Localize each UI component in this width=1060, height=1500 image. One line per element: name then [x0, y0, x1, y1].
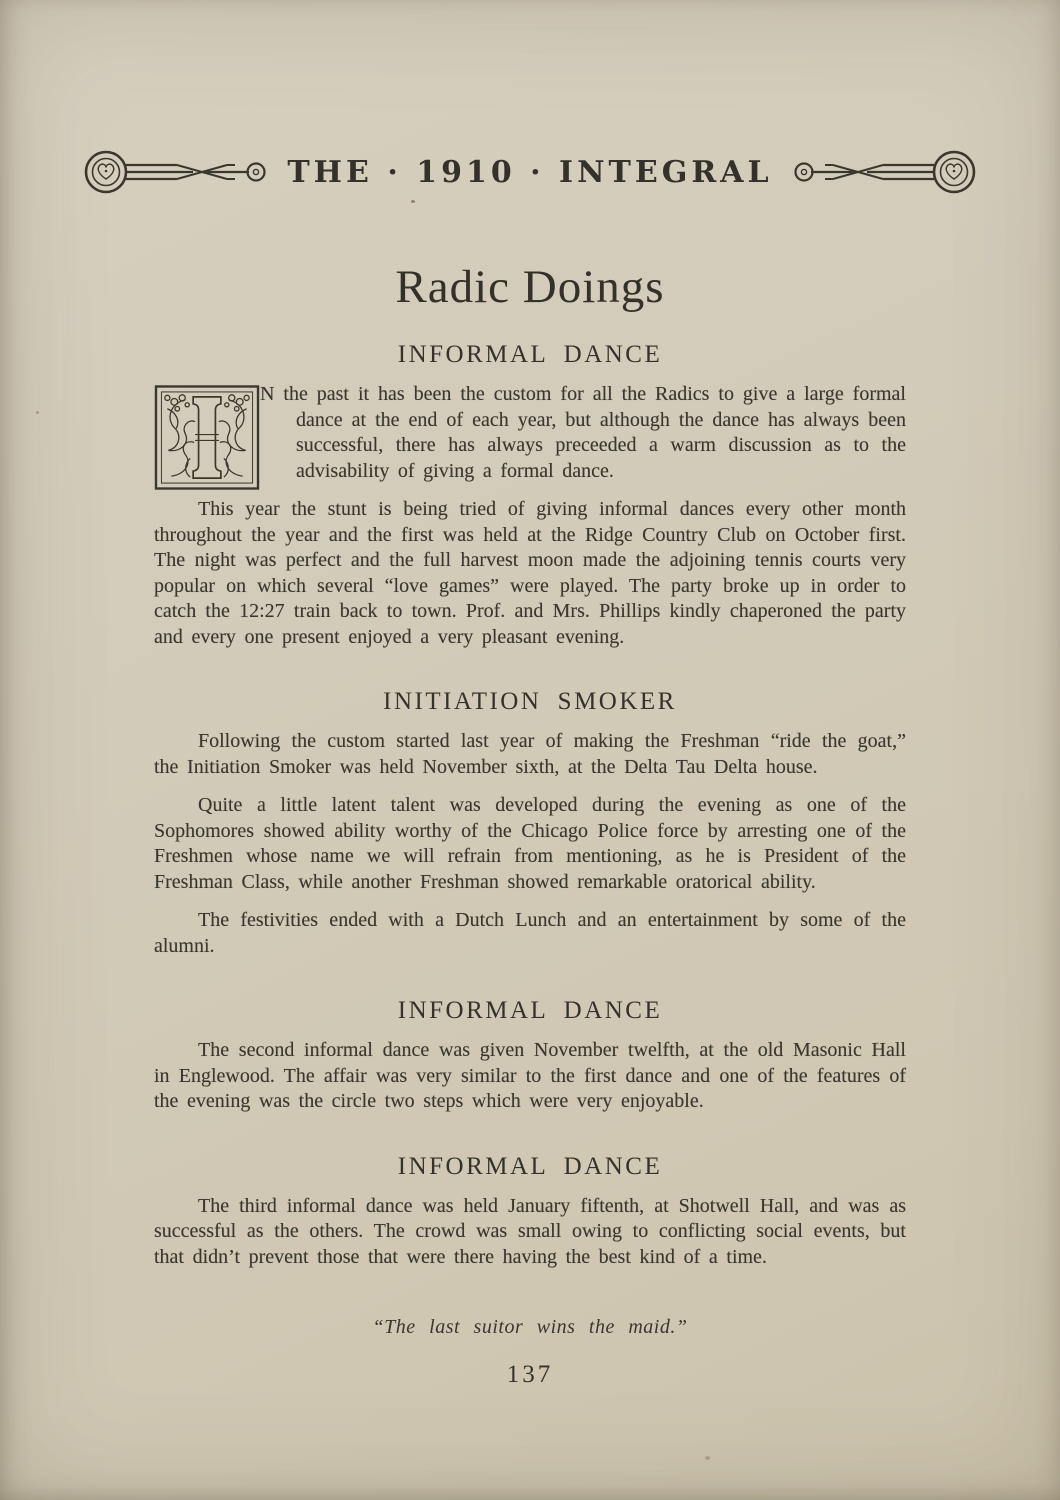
paragraph: The second informal dance was given November twelfth, at the old Masonic Hall in Englewood. The affair was very similar to the first dance and one of the features of the evening was the circle two steps which were very enjoyable.	[154, 1039, 906, 1112]
paper-speck	[36, 411, 39, 414]
section-informal-dance-3	[154, 1153, 906, 1271]
section-heading: INFORMAL DANCE	[397, 1152, 663, 1180]
paper-speck	[876, 1042, 879, 1045]
paragraph	[154, 382, 906, 484]
section-heading: INFORMAL DANCE	[397, 997, 663, 1024]
page-content	[154, 260, 906, 1270]
paper-speck	[705, 1456, 710, 1460]
page-footer	[0, 1316, 1060, 1389]
masthead	[0, 0, 1060, 198]
footer-quote: “The last suitor wins the maid.”	[372, 1316, 688, 1338]
paragraph: This year the stunt is being tried of giving informal dances every other month throughout the year and the first was held at the Ridge Country Club on October first. The night was perfect and the full harvest moon made the adjoining tennis courts very popular on which several “love games” were played. The party broke up in order to catch the 12:27 train back to town. Prof. and Mrs. Phillips kindly chaperoned the party and every one present enjoyed a very pleasant evening.	[154, 498, 906, 648]
left-flourish-ornament	[81, 146, 271, 198]
section-heading: INITIATION SMOKER	[383, 688, 677, 715]
section-heading: INFORMAL DANCE	[397, 341, 663, 368]
ornate-dropcap-initial-i	[154, 385, 260, 490]
masthead-title: THE · 1910 · INTEGRAL	[287, 154, 773, 190]
section-initiation-smoker	[154, 688, 906, 959]
paragraph: Quite a little latent talent was developed during the evening as one of the Sophomores showed ability worthy of the Chicago Police force by arresting one of the Freshmen whose name we will refrain from mentioning, as he is President of the Freshman Class, while another Freshman showed remarkable oratorical ability.	[154, 794, 906, 893]
paragraph: The third informal dance was held January fiftenth, at Shotwell Hall, and was as successful as the others. The crowd was small owing to conflicting social events, but that didn’t prevent those that were there having the best kind of a time.	[154, 1194, 906, 1268]
page-number: 137	[506, 1361, 554, 1388]
section-informal-dance-1	[154, 341, 906, 650]
dropcap-artwork	[154, 385, 260, 490]
paper-speck	[411, 200, 415, 203]
paragraph-text: N the past it has been the custom for all the Radics to give a large formal dance at the end of each year, but although the dance has always been successful, there has always preceeded a warm discussion as to the advisability of giving a formal dance.	[260, 383, 906, 482]
paragraph: Following the custom started last year of making the Freshman “ride the goat,” the Initiation Smoker was held November sixth, at the Delta Tau Delta house.	[154, 730, 906, 778]
page-title: Radic Doings	[395, 261, 665, 313]
section-informal-dance-2	[154, 997, 906, 1115]
paragraph: The festivities ended with a Dutch Lunch and an entertainment by some of the alumni.	[154, 909, 906, 957]
right-flourish-ornament	[789, 146, 979, 198]
